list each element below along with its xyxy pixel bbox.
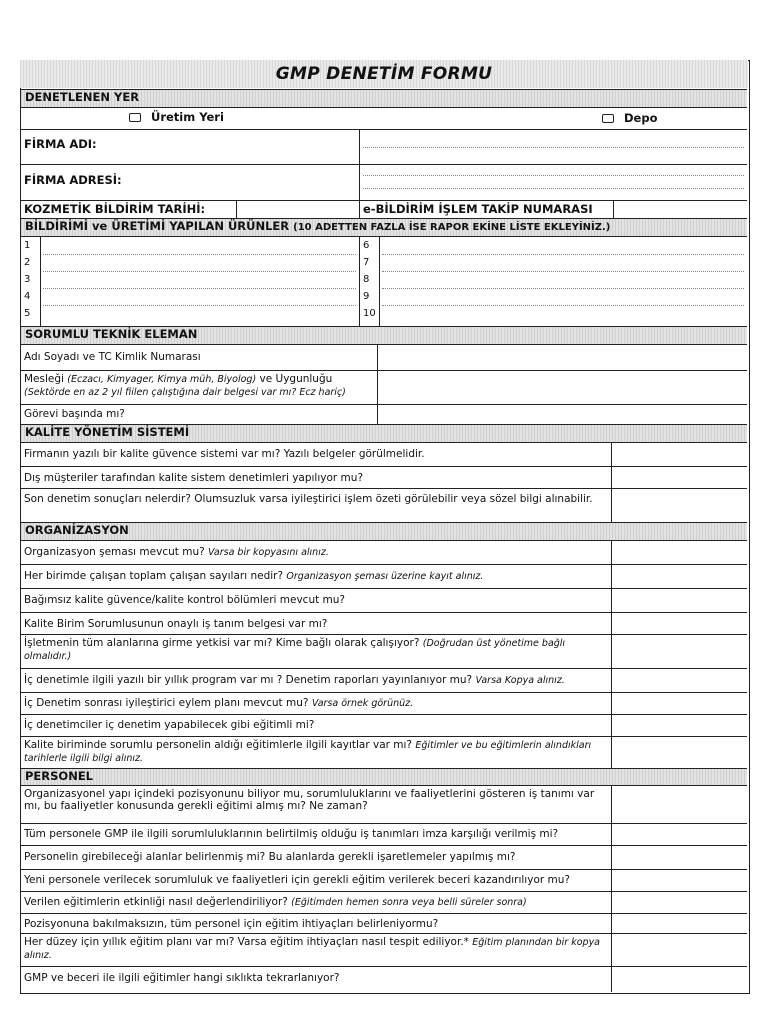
firma-adresi-field[interactable] <box>359 165 747 200</box>
kalite-row-3 <box>21 488 747 522</box>
org-row-9 <box>21 736 747 768</box>
org-row-2 <box>21 564 747 588</box>
answer-field[interactable] <box>611 565 747 588</box>
org-row-7 <box>21 692 747 714</box>
question-text: İç denetimciler iç denetim yapabilecek gibi eğitimli mi? <box>24 719 315 731</box>
org-row-3 <box>21 588 747 612</box>
answer-field[interactable] <box>611 669 747 692</box>
question-text: Kalite biriminde sorumlu personelin aldığı eğitimlerle ilgili kayıtlar var mı? Eğitimler ve bu eğitimlerin alındıkları tarihlerle ilgili bilgi alınız. <box>24 739 592 764</box>
question-text: Her düzey için yıllık eğitim planı var mı? Varsa eğitim ihtiyaçları nasıl tespit ediliyor.* Eğitim planından bir kopya alınız. <box>24 936 601 961</box>
answer-field[interactable] <box>377 371 747 404</box>
answer-field[interactable] <box>611 467 747 488</box>
answer-field[interactable] <box>611 914 747 933</box>
answer-field[interactable] <box>611 489 747 522</box>
answer-field[interactable] <box>611 870 747 891</box>
product-number: 8 <box>363 274 370 285</box>
question-text: Yeni personele verilecek sorumluluk ve faaliyetleri için gerekli eğitim verilerek beceri kazandırılıyor mu? <box>24 874 570 886</box>
kalite-row-1 <box>21 442 747 466</box>
question-text: Verilen eğitimlerin etkinliği nasıl değerlendiriliyor? (Eğitimden hemen sonra veya belli süreler sonra) <box>24 896 527 908</box>
question-text: Personelin girebileceği alanlar belirlenmiş mi? Bu alanlarda gerekli işaretlemeler yapılmış mı? <box>24 851 516 863</box>
products-left-numbers <box>21 237 41 326</box>
question-text: Dış müşteriler tarafından kalite sistem denetimleri yapılıyor mu? <box>24 472 364 484</box>
checkbox-uretim[interactable] <box>129 113 141 122</box>
firma-adresi-row <box>21 164 747 200</box>
question-text: Bağımsız kalite güvence/kalite kontrol bölümleri mevcut mu? <box>24 594 346 606</box>
question-text: Tüm personele GMP ile ilgili sorumluluklarının belirtilmiş olduğu iş tanımları imza karşılığı verilmiş mi? <box>24 828 559 840</box>
products-right <box>359 237 747 326</box>
product-number: 7 <box>363 257 370 268</box>
section-organizasyon: ORGANİZASYON <box>21 522 747 540</box>
question-text: İç Denetim sonrası iyileştirici eylem planı mevcut mu? Varsa örnek görünüz. <box>24 697 414 709</box>
org-row-5 <box>21 634 747 668</box>
answer-field[interactable] <box>377 345 747 370</box>
product-number: 1 <box>24 240 31 251</box>
kozmetik-label: KOZMETİK BİLDİRİM TARİHİ: <box>24 202 206 216</box>
per-row-4 <box>21 869 747 891</box>
answer-field[interactable] <box>611 786 747 823</box>
question-text: İşletmenin tüm alanlarına girme yetkisi var mı? Kime bağlı olarak çalışıyor? (Doğrudan üst yönetime bağlı olmalıdır.) <box>24 637 566 662</box>
section-urunler: BİLDİRİMİ ve ÜRETİMİ YAPILAN ÜRÜNLER (10 ADETTEN FAZLA İSE RAPOR EKİNE LİSTE EKLEYİNİZ.) <box>21 218 747 236</box>
product-number: 4 <box>24 291 31 302</box>
per-row-2 <box>21 823 747 845</box>
question-text: Kalite Birim Sorumlusunun onaylı iş tanım belgesi var mı? <box>24 618 328 630</box>
location-row <box>21 107 747 129</box>
answer-field[interactable] <box>611 693 747 714</box>
product-number: 6 <box>363 240 370 251</box>
kalite-row-2 <box>21 466 747 488</box>
option-depo[interactable]: Depo <box>599 108 719 129</box>
section-kalite: KALİTE YÖNETİM SİSTEMİ <box>21 424 747 442</box>
answer-field[interactable] <box>611 715 747 736</box>
form-title: GMP DENETİM FORMU <box>20 60 748 88</box>
products-grid <box>21 236 747 326</box>
product-number: 10 <box>363 308 376 319</box>
section-personel: PERSONEL <box>21 768 747 785</box>
question-text: Organizasyonel yapı içindeki pozisyonunu biliyor mu, sorumluluklarını ve faaliyetlerini gösteren iş tanımı var mı, bu faaliyetler konusunda gerekli eğitimi almış mı? Ne zaman? <box>24 788 595 812</box>
question-text: İç denetimle ilgili yazılı bir yıllık program var mı ? Denetim raporları yayınlanıyor mu? Varsa Kopya alınız. <box>24 674 565 686</box>
product-number: 3 <box>24 274 31 285</box>
kozmetik-field[interactable] <box>236 201 359 218</box>
org-row-4 <box>21 612 747 634</box>
answer-field[interactable] <box>611 934 747 966</box>
answer-field[interactable] <box>611 846 747 869</box>
teknik-row-2 <box>21 370 747 404</box>
answer-field[interactable] <box>377 405 747 424</box>
answer-field[interactable] <box>611 737 747 768</box>
section-denetlenen <box>21 89 747 107</box>
question-text: Son denetim sonuçları nelerdir? Olumsuzluk varsa iyileştirici işlem özeti görülebilir veya sözel bilgi alınabilir. <box>24 493 593 505</box>
answer-field[interactable] <box>611 635 747 668</box>
answer-field[interactable] <box>611 824 747 845</box>
per-row-8 <box>21 966 747 992</box>
kozmetik-row <box>21 200 747 218</box>
product-number: 5 <box>24 308 31 319</box>
per-row-7 <box>21 933 747 966</box>
question-text: Mesleği (Eczacı, Kimyager, Kimya müh, Biyolog) ve Uygunluğu (Sektörde en az 2 yıl fiilen çalıştığına dair belgesi var mı? Ecz hariç) <box>24 373 346 398</box>
question-text: Firmanın yazılı bir kalite güvence sistemi var mı? Yazılı belgeler görülmelidir. <box>24 448 425 460</box>
question-text: Organizasyon şeması mevcut mu? Varsa bir kopyasını alınız. <box>24 546 329 558</box>
answer-field[interactable] <box>611 589 747 612</box>
question-text: Görevi başında mı? <box>24 408 125 420</box>
question-text: Pozisyonuna bakılmaksızın, tüm personel için eğitim ihtiyaçları belirleniyormu? <box>24 918 439 930</box>
teknik-row-3 <box>21 404 747 424</box>
org-row-1 <box>21 540 747 564</box>
per-row-3 <box>21 845 747 869</box>
products-right-numbers <box>360 237 380 326</box>
per-row-1 <box>21 785 747 823</box>
section-heading: DENETLENEN YER <box>25 90 140 104</box>
question-text: Her birimde çalışan toplam çalışan sayıları nedir? Organizasyon şeması üzerine kayıt alınız. <box>24 570 484 582</box>
answer-field[interactable] <box>611 443 747 466</box>
question-text: GMP ve beceri ile ilgili eğitimler hangi sıklıkta tekrarlanıyor? <box>24 972 340 984</box>
product-number: 9 <box>363 291 370 302</box>
teknik-row-1 <box>21 344 747 370</box>
firma-adi-label: FİRMA ADI: <box>24 137 97 151</box>
per-row-6 <box>21 913 747 933</box>
firma-adi-field[interactable] <box>359 130 747 164</box>
per-row-5 <box>21 891 747 913</box>
product-number: 2 <box>24 257 31 268</box>
e-bildirim-label: e-BİLDİRİM İŞLEM TAKİP NUMARASI <box>359 201 613 218</box>
answer-field[interactable] <box>611 967 747 992</box>
answer-field[interactable] <box>611 613 747 634</box>
answer-field[interactable] <box>611 892 747 913</box>
answer-field[interactable] <box>611 541 747 564</box>
products-left <box>21 237 359 326</box>
e-bildirim-field[interactable] <box>613 201 747 218</box>
section-teknik: SORUMLU TEKNİK ELEMAN <box>21 326 747 344</box>
org-row-6 <box>21 668 747 692</box>
question-text: Adı Soyadı ve TC Kimlik Numarası <box>24 351 201 363</box>
checkbox-depo[interactable] <box>602 114 614 123</box>
firma-adresi-label: FİRMA ADRESİ: <box>24 173 122 187</box>
firma-adi-row <box>21 129 747 164</box>
option-uretim[interactable]: Üretim Yeri <box>126 108 326 129</box>
org-row-8 <box>21 714 747 736</box>
